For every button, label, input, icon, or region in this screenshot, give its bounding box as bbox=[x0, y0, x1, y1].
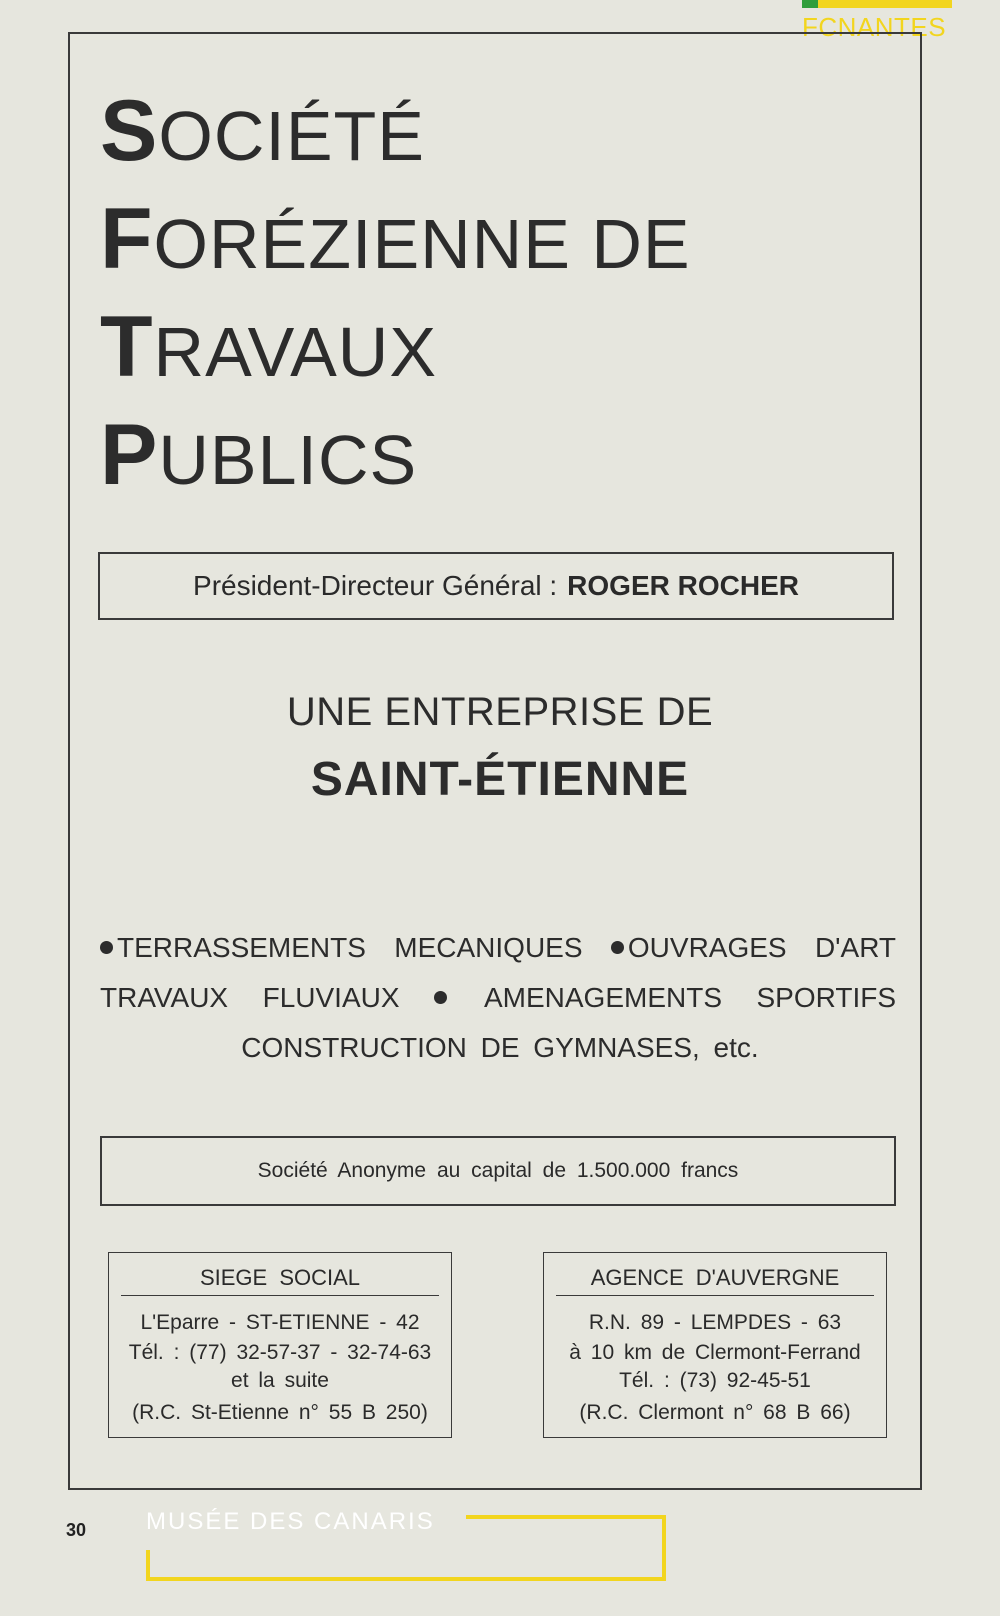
museum-frame bbox=[146, 1577, 666, 1581]
brand-name: FCNANTES bbox=[802, 12, 947, 42]
enterprise-city: SAINT-ÉTIENNE bbox=[310, 753, 690, 806]
title-line-3 bbox=[100, 299, 438, 395]
activity: AMENAGEMENTS SPORTIFS bbox=[483, 982, 896, 1013]
agence-address: R.N. 89 - LEMPDES - 63 bbox=[588, 1311, 842, 1334]
activities-line-2 bbox=[100, 982, 896, 1014]
title-initial: F bbox=[100, 191, 154, 287]
title-initial: P bbox=[100, 407, 159, 503]
agence-distance: à 10 km de Clermont-Ferrand bbox=[569, 1341, 861, 1364]
siege-address: L'Eparre - ST-ETIENNE - 42 bbox=[140, 1311, 420, 1334]
title-rest: UBLICS bbox=[158, 421, 418, 499]
activity: OUVRAGES D'ART bbox=[627, 932, 897, 963]
museum-frame bbox=[146, 1550, 150, 1581]
title-line-1 bbox=[100, 83, 425, 179]
brand-bar bbox=[802, 0, 952, 8]
title-rest: OCIÉTÉ bbox=[158, 97, 425, 175]
activities-line-1 bbox=[100, 932, 896, 964]
activity: TERRASSEMENTS MECANIQUES bbox=[117, 932, 583, 963]
agence-auvergne-box bbox=[543, 1252, 887, 1438]
title-initial: S bbox=[100, 83, 159, 179]
museum-frame bbox=[662, 1515, 666, 1581]
siege-phone-suite: et la suite bbox=[231, 1369, 329, 1392]
president-line bbox=[98, 552, 894, 620]
bullet-icon bbox=[611, 941, 624, 954]
activities-line-3: CONSTRUCTION DE GYMNASES, etc. bbox=[241, 1032, 759, 1063]
bullet-icon bbox=[100, 941, 113, 954]
enterprise-line-1: UNE ENTREPRISE DE bbox=[286, 690, 714, 734]
activity: TRAVAUX FLUVIAUX bbox=[100, 982, 400, 1013]
siege-heading: SIEGE SOCIAL bbox=[121, 1261, 439, 1296]
siege-rc: (R.C. St-Etienne n° 55 B 250) bbox=[132, 1401, 428, 1424]
title-rest: RAVAUX bbox=[153, 313, 438, 391]
title-rest: ORÉZIENNE DE bbox=[153, 205, 691, 283]
museum-frame bbox=[466, 1515, 666, 1519]
president-label: Président-Directeur Général : bbox=[193, 570, 558, 601]
page-number: 30 bbox=[66, 1520, 87, 1540]
title-line-4 bbox=[100, 407, 418, 503]
president-name: ROGER ROCHER bbox=[567, 570, 799, 601]
capital-text: Société Anonyme au capital de 1.500.000 francs bbox=[257, 1159, 739, 1182]
agence-rc: (R.C. Clermont n° 68 B 66) bbox=[579, 1401, 851, 1424]
agence-phone: Tél. : (73) 92-45-51 bbox=[619, 1369, 811, 1392]
siege-social-box bbox=[108, 1252, 452, 1438]
agence-heading: AGENCE D'AUVERGNE bbox=[556, 1261, 874, 1296]
brand-green-mark bbox=[802, 0, 818, 8]
title-initial: T bbox=[100, 299, 154, 395]
bullet-icon bbox=[434, 991, 447, 1004]
siege-phone: Tél. : (77) 32-57-37 - 32-74-63 bbox=[128, 1341, 432, 1364]
museum-label: MUSÉE DES CANARIS bbox=[146, 1508, 435, 1535]
title-line-2 bbox=[100, 191, 691, 287]
